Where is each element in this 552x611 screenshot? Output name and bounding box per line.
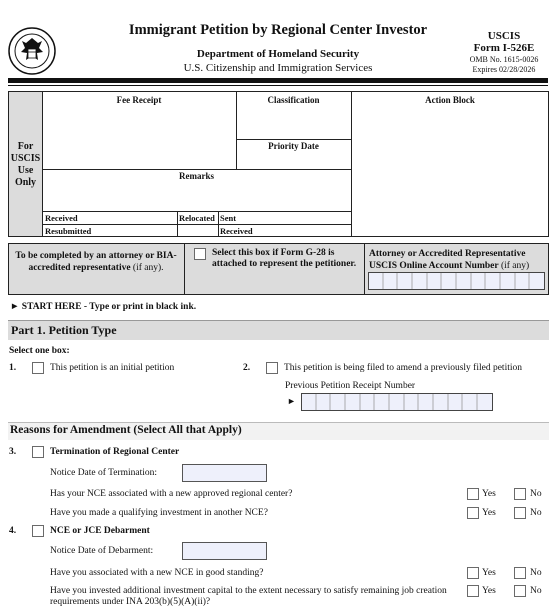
- item3-q2-yes-checkbox[interactable]: [467, 507, 479, 519]
- resubmitted-label: Resubmitted: [45, 226, 92, 236]
- action-block-label: Action Block: [425, 95, 475, 105]
- item3-number: 3.: [9, 447, 17, 457]
- relocated-label: Relocated: [179, 213, 215, 223]
- header-rule-thin: [8, 85, 548, 86]
- part1-title: Part 1. Petition Type: [11, 323, 117, 337]
- debarment-date-input[interactable]: [182, 542, 267, 560]
- omb-number: OMB No. 1615-0026: [469, 55, 539, 64]
- debarment-label: NCE or JCE Debarment: [50, 526, 150, 536]
- item3-question2: Have you made a qualifying investment in another NCE?: [50, 508, 268, 518]
- received-label: Received: [45, 213, 78, 223]
- item4-q1-no-label: No: [530, 568, 542, 578]
- account-number-input[interactable]: [368, 272, 545, 290]
- account-number-label: Attorney or Accredited Representative USCIS Online Account Number (if any): [369, 249, 530, 271]
- item3-q1-no-checkbox[interactable]: [514, 488, 526, 500]
- item4-number: 4.: [9, 526, 17, 536]
- item4-q1-yes-checkbox[interactable]: [467, 567, 479, 579]
- initial-petition-label: This petition is an initial petition: [50, 363, 175, 373]
- item4-q2-no-checkbox[interactable]: [514, 585, 526, 597]
- amend-petition-checkbox[interactable]: [266, 362, 278, 374]
- debarment-checkbox[interactable]: [32, 525, 44, 537]
- received-label-2: Received: [220, 226, 253, 236]
- uscis-use-box: [8, 91, 549, 237]
- item4-question2: Have you invested additional investment capital to the extent necessary to satisfy remaining job creation requirements under INA 203(b)(5)(A)(ii)?: [50, 586, 447, 607]
- termination-date-label: Notice Date of Termination:: [50, 468, 158, 478]
- item4-question1: Have you associated with a new NCE in good standing?: [50, 568, 264, 578]
- arrow-right-icon: ►: [10, 302, 20, 312]
- termination-label: Termination of Regional Center: [50, 447, 180, 457]
- initial-petition-checkbox[interactable]: [32, 362, 44, 374]
- form-number: Form I-526E: [473, 42, 535, 54]
- sent-label: Sent: [220, 213, 237, 223]
- g28-label: Select this box if Form G-28 is attached to represent the petitioner.: [212, 248, 357, 269]
- dhs-seal-logo: [8, 27, 56, 75]
- item4-q2-no-label: No: [530, 586, 542, 596]
- termination-checkbox[interactable]: [32, 446, 44, 458]
- expiration-date: Expires 02/28/2026: [472, 65, 536, 74]
- item3-q1-yes-checkbox[interactable]: [467, 488, 479, 500]
- amend-petition-label: This petition is being filed to amend a previously filed petition: [284, 363, 522, 373]
- g28-checkbox[interactable]: [194, 248, 206, 260]
- department-name: Department of Homeland Security: [196, 48, 360, 60]
- agency-name: U.S. Citizenship and Immigration Services: [183, 62, 373, 74]
- agency-short: USCIS: [487, 30, 521, 42]
- item4-q2-yes-label: Yes: [482, 586, 496, 596]
- option1-number: 1.: [9, 363, 17, 373]
- remarks-label: Remarks: [179, 171, 214, 181]
- option2-number: 2.: [243, 363, 251, 373]
- item3-q2-no-checkbox[interactable]: [514, 507, 526, 519]
- priority-date-label: Priority Date: [268, 141, 319, 151]
- amendment-title: Reasons for Amendment (Select All that Apply): [10, 424, 242, 436]
- item3-q2-yes-label: Yes: [482, 508, 496, 518]
- form-title: Immigrant Petition by Regional Center Investor: [128, 22, 428, 38]
- fee-receipt-label: Fee Receipt: [116, 95, 162, 105]
- previous-receipt-label: Previous Petition Receipt Number: [285, 381, 416, 391]
- item4-q1-no-checkbox[interactable]: [514, 567, 526, 579]
- header-rule: [8, 78, 548, 83]
- item3-q2-no-label: No: [530, 508, 542, 518]
- uscis-use-only-label: For USCIS Use Only: [10, 141, 41, 188]
- item3-q1-no-label: No: [530, 489, 542, 499]
- attorney-instructions: To be completed by an attorney or BIA-accredited representative (if any).: [15, 251, 177, 273]
- previous-receipt-input[interactable]: [301, 393, 493, 411]
- debarment-date-label: Notice Date of Debarment:: [50, 546, 154, 556]
- select-one-label: Select one box:: [9, 346, 70, 356]
- classification-label: Classification: [267, 95, 320, 105]
- item3-q1-yes-label: Yes: [482, 489, 496, 499]
- arrow-right-icon: ►: [287, 396, 296, 406]
- item3-question1: Has your NCE associated with a new approved regional center?: [50, 489, 293, 499]
- start-here-line: ► START HERE - Type or print in black ink.: [10, 302, 197, 312]
- item4-q1-yes-label: Yes: [482, 568, 496, 578]
- item4-q2-yes-checkbox[interactable]: [467, 585, 479, 597]
- termination-date-input[interactable]: [182, 464, 267, 482]
